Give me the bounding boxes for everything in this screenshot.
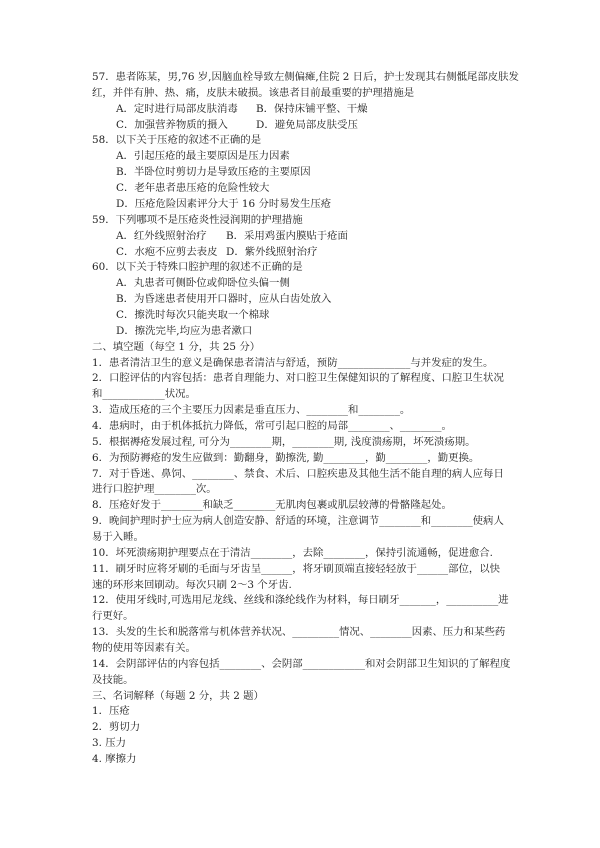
q57-option-d: D．避免局部皮肤受压 — [256, 118, 358, 131]
fill-question-9-line1: 9．晚间护理时护士应为病人创造安静、舒适的环境，注意调节________和________使病人 — [92, 515, 504, 528]
term-3: 3. 压力 — [92, 737, 126, 750]
q59-option-b: B．采用鸡蛋内膜贴于疮面 — [226, 229, 348, 242]
term-4: 4. 摩擦力 — [92, 753, 137, 765]
section3-heading: 三、名词解释（每题 2 分，共 2 题） — [92, 689, 264, 702]
term-1: 1．压疮 — [92, 705, 130, 718]
q59-stem: 59．下列哪项不是压疮炎性浸润期的护理措施 — [92, 213, 303, 226]
fill-question-14-line1: 14．会阴部评估的内容包括________、会阴部____________和对会阴部卫生知识的了解程度 — [92, 657, 511, 670]
fill-question-11-line2: 速的环形来回刷动。每次只刷 2～3 个牙齿. — [92, 578, 292, 591]
q59-option-a: A．红外线照射治疗 — [116, 229, 207, 242]
fill-question-10: 10．坏死溃疡期护理要点在于清洁________，去除________，保持引流通畅，促进愈合. — [92, 546, 493, 559]
fill-question-13-line1: 13．头发的生长和脱落常与机体营养状况、_________情况、________因素、压力和某些药 — [92, 626, 506, 639]
fill-question-4: 4．患病时，由于机体抵抗力降低，常可引起口腔的局部________、________。 — [92, 419, 452, 432]
fill-question-8: 8．压疮好发于________和缺乏________无肌肉包裹或肌层较薄的骨骼隆起处。 — [92, 499, 452, 512]
fill-question-1: 1．患者清洁卫生的意义是确保患者清洁与舒适，预防______________与并发症的发生。 — [92, 356, 494, 369]
q59-option-d: D．紫外线照射治疗 — [226, 245, 318, 258]
fill-question-12-line2: 行更好。 — [92, 610, 134, 623]
q58-option-a: A．引起压疮的最主要原因是压力因素 — [116, 150, 290, 163]
q57-stem-line1: 57．患者陈某，男,76 岁,因脑血栓导致左侧偏瘫,住院 2 日后，护士发现其右侧骶尾部皮肤发 — [92, 71, 519, 83]
fill-question-7-line2: 进行口腔护理________次。 — [92, 483, 217, 496]
fill-question-7-line1: 7．对于昏迷、鼻饲、________、禁食、术后、口腔疾患及其他生活不能自理的病人应每日 — [92, 467, 504, 480]
fill-question-9-line2: 易于入睡。 — [92, 531, 144, 543]
q58-option-d: D．压疮危险因素评分大于 16 分时易发生压疮 — [116, 197, 332, 210]
q57-option-b: B．保持床铺平整、干燥 — [256, 102, 368, 115]
fill-question-14-line2: 及技能。 — [92, 673, 134, 686]
fill-question-3: 3．造成压疮的三个主要压力因素是垂直压力、________和________。 — [92, 404, 411, 417]
q57-option-c: C．加强营养物质的摄入 — [116, 118, 228, 131]
q57-stem-line2: 红，并伴有肿、热、痛，皮肤未破损。该患者目前最重要的护理措施是 — [92, 86, 415, 99]
q58-stem: 58．以下关于压疮的叙述不正确的是 — [92, 134, 262, 147]
fill-question-2-line1: 2．口腔评估的内容包括：患者自理能力、对口腔卫生保健知识的了解程度、口腔卫生状况 — [92, 372, 504, 385]
q58-option-c: C．老年患者患压疮的危险性较大 — [116, 182, 270, 194]
fill-question-11-line1: 11．刷牙时应将牙刷的毛面与牙齿呈______，将牙刷顶端直接轻轻放于______部位，以快 — [92, 562, 501, 575]
q60-option-a: A．丸患者可侧卧位或仰卧位头偏一侧 — [116, 277, 290, 290]
fill-question-6: 6．为预防褥疮的发生应做到：勤翻身，勤擦洗, 勤________，勤________，勤更换。 — [92, 451, 480, 464]
fill-question-2-line2: 和____________状况。 — [92, 388, 196, 401]
fill-question-13-line2: 物的使用等因素有关。 — [92, 642, 196, 654]
term-2: 2．剪切力 — [92, 721, 141, 734]
fill-question-5: 5．根据褥疮发展过程, 可分为________期，________期, 浅度溃疡期，坏死溃疡期。 — [92, 435, 476, 448]
fill-question-12-line1: 12．使用牙线时,可选用尼龙线、丝线和涤纶线作为材料，每日刷牙_______，__________进 — [92, 594, 509, 607]
q60-stem: 60．以下关于特殊口腔护理的叙述不正确的是 — [92, 261, 303, 274]
q58-option-b: B．半卧位时剪切力是导致压疮的主要原因 — [116, 166, 311, 179]
q57-option-a: A．定时进行局部皮肤消毒 — [116, 102, 238, 115]
q60-option-c: C．擦洗时每次只能夹取一个棉球 — [116, 308, 270, 321]
q60-option-b: B．为昏迷患者使用开口器时，应从白齿处放入 — [116, 293, 332, 305]
q59-option-c: C．水疱不应剪去表皮 — [116, 245, 218, 258]
section2-heading: 二、填空题（每空 1 分，共 25 分） — [92, 340, 261, 353]
q60-option-d: D．擦洗完毕,均应为患者漱口 — [116, 324, 253, 337]
